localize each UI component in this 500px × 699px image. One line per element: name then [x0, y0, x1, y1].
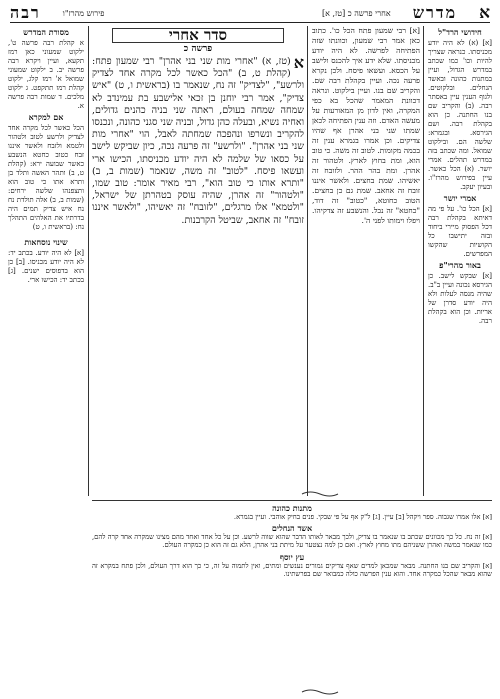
center-right-text: [א] רבי שמעון פתח הכל כו'. כתוב כאן אמר רבי שמעון, וכוונתו שזה הפתיחה לפרשה. לא היה יודע מכניסתו. שלא ידע איך להכנס ולישב על הכסא. ועשאו פיסח. ולכן נקרא פרעה נכה. ועיין בקהלת רבה שם. והקריב שם בנו. ועיין בילקוט. ונראה דכוונת המאמר שהכל בא כפי המקרה, ואין לדון מן המאורעות על מעשה האדם. וזה ענין הפתיחה לכאן שמתו שני בני אהרן אף שהיו צדיקים. וכן אמרו בגמרא ענין זה בכמה מקומות. לטוב זה משה. כי טוב הוא, ומת בחוץ לארץ. ולטהור זה אהרן. ומת בהר ההר. ולזובח זה יאשיהו. שמת בחצים. ולאשר איננו זובח זה אחאב. שמת גם כן בחצים. הטוב כחוטא, "כטוב" זה דוד, "כחטא" זה נבל. והנשבע זה צדקיהו. ויפלו וימותו לפני ה'.: [312, 26, 420, 225]
etz-yosef-text: [א] והקריב שם בנו החתנה. מבאר שמכאן למדים שאף צדיקים גמורים נענשים ומתים, ואין לתמוה על זה, כי כך הוא דרך העולם, ולכן פתח במקרא זה שהוא מבאר שהכל כמקרה אחד. והוא ענין הפרשה כולה כמבואר שם בפרשתינו.: [92, 561, 492, 579]
header-title-right: מדרש: [412, 3, 458, 22]
left-column-heading: מסורת המדרש: [23, 27, 69, 37]
header-title-left: רבה: [10, 3, 41, 22]
page-header: [10, 4, 490, 23]
header-section-info: אחרי פרשה כ [טז, א]: [322, 8, 391, 18]
right-column-text-3: [א] שבקש לישב. כן הגירסא נכונה ועיין ב"ב. שהיה מנסה לעלות ולא היה יודע סדרן של אריות. וכן הוא בקהלת רבה.: [428, 272, 492, 325]
eshed-hanechalim-heading: אשד הנחלים: [271, 523, 313, 534]
opening-letter: א: [293, 53, 304, 72]
bottom-commentary: [92, 504, 492, 694]
seder-title: סדר אחרי: [112, 28, 284, 43]
left-commentary-column: [8, 26, 84, 686]
mattenot-kehuna-text: [א] אלו אמרו שגבוה. ספר ויקהל [ב] עיין. [ג] ל"ק אף על פי שבקי. פנים בחיק אוהבי. ועיין בגמרא.: [233, 512, 492, 521]
bottom-divider: [92, 500, 492, 501]
left-column-text-2: הכל כאשר לכל מקרה אחד לצדיק ולרשע לטוב ולטהור ולטמא ולזבח ולאשר איננו זבח כטוב כחטא הנשבע כאשר שבועה ירא: (קהלת ט, ב) ותהר האשה ותלד בן ותרא אתו כי טוב הוא ותצפנהו שלשה ירחים: (שמות ב, ב) אלה תולדת נח נח איש צדיק תמים היה בדרתיו את האלהים התהלך נח: (בראשית ו, ט): [8, 124, 84, 231]
flourish-ornament-icon: [300, 490, 340, 498]
etz-yosef-heading: עץ יוסף: [279, 551, 305, 562]
flourish-ornament-bottom-icon: [300, 688, 340, 696]
main-text-body: [92, 53, 304, 227]
right-column-text-2: [א] הכל כו'. על פי מה דאיתא בקהלת רבה דכל הפסוק מיירי ביחוד ובזה יתישבו כל הקושיות שהקשו המפרשים.: [428, 205, 492, 258]
divider-center-right: [307, 26, 308, 496]
right-column-text: [א] (א) לא היה יודע מכניסתו. כנראה שצריך להיות וכו' כמו שכתב במדרש הגדול, ועיין במתנות כהונה ובאשד הנחלים. ובלקוטים. ולגוף הענין עיין באסתר רבה. (ב) והקריב שם בנו החתנה. כן הוא בקהלת רבה. ושם הגירסא. ובגמרא: שלשה הם. ובילקוט שמואל. ומה שכתב בזה במדרש תהלים. אמרי יושר. (א) הכל כאשר. עיין בפירוש מהרז"ו. ובעיון יעקב.: [428, 39, 492, 191]
header-left-group: [10, 3, 104, 23]
mattenot-kehuna-heading: מתנות כהונה: [272, 504, 312, 513]
divider-right: [423, 26, 424, 496]
left-column-heading-2: אם למקרא: [28, 112, 64, 122]
right-column-heading-2: אמרי יושר: [443, 193, 477, 203]
header-right-group: [322, 3, 490, 23]
left-column-heading-3: שינוי נוסחאות: [24, 237, 68, 247]
header-commentary: פירוש מהרז"ו: [62, 8, 105, 18]
eshed-hanechalim-text: [א] זה נח. כל כך מכוונים שכתב בו שנאמר בו צדיק, ולכך מבאר לאותו הדבר שהוא שווה לרשע. וכן על כל אחד ואחד מהם מצינו שמקרה אחד קרה להם, כמו שנאמר במשה ואהרן ששניהם מתו מחוץ לארץ. ואם כן למה נצטער על מיתת בני אהרן, הלא גם זה הוא כן כמקרה העולם.: [92, 532, 492, 550]
page-letter: א: [479, 3, 490, 23]
parasha-label: פרשה כ: [183, 44, 213, 54]
left-column-text: א קהלת רבה פרשה ט', ילקוט שמעוני כאן רמז תקעא, ועיין ויקרא רבה פרשה יב. ב ילקוט שמעוני שמואל א' רמז קלג, ילקוט קהלת רמז תתקפט. ג ילקוט מלכים. ד שמות רבה פרשה א.: [8, 39, 84, 110]
divider-left: [88, 26, 89, 496]
main-text-column: [92, 26, 304, 496]
right-column-heading: חידושי הרד"ל: [438, 27, 482, 37]
left-column-text-3: [א] לא היה יודע. בכתב יד: לא היה יודע מכניסו. [ב] כן הוא בדפוסים ישנים. [ג] בכתב יד: הכישו ארי.: [8, 249, 84, 284]
right-column-heading-3: באור מהרי"פ: [439, 260, 481, 270]
opening-text: (טז, א) "אחרי מות שני בני אהרן" רבי שמעון פתח: (קהלת ט, ב) "הכל כאשר לכל מקרה אחד לצדיק ולרשע", "לצדיק" זה נח, שנאמר בו (בראשית ו, ט) "איש צדיק", אמר רבי יוחנן בן זכאי אלישבע בת עמינדב לא שמחה שמחה בעולם, ראתה שני בניה כהנים גדולים, ואחיה נשיא, ובעלה כהן גדול, ובניה שני סגני כהונה, ונכנסו להקריב ונשרפו ונהפכה שמחתה לאבל, הוי "אחרי מות שני בני אהרן". "ולרשע" זה פרעה נכה, כיון שביקש לישב על כסאו של שלמה לא היה יודע מכניסתו, הכישו ארי ועשאו פיסח. "לטוב" זה משה, שנאמר (שמות ב, ב) "ותרא אותו כי טוב הוא", רבי מאיר אומר: טוב שמו, "ולטהור" זה אהרן, שהיה עוסק בטהרתן של ישראל, "ולטמא" אלו מרגלים, "לזובח" זה יאשיהו, "ולאשר איננו זובח" זה אחאב, שביטל הקרבנות.: [92, 56, 304, 226]
center-right-commentary: [312, 26, 420, 496]
right-commentary-column: [428, 26, 492, 496]
